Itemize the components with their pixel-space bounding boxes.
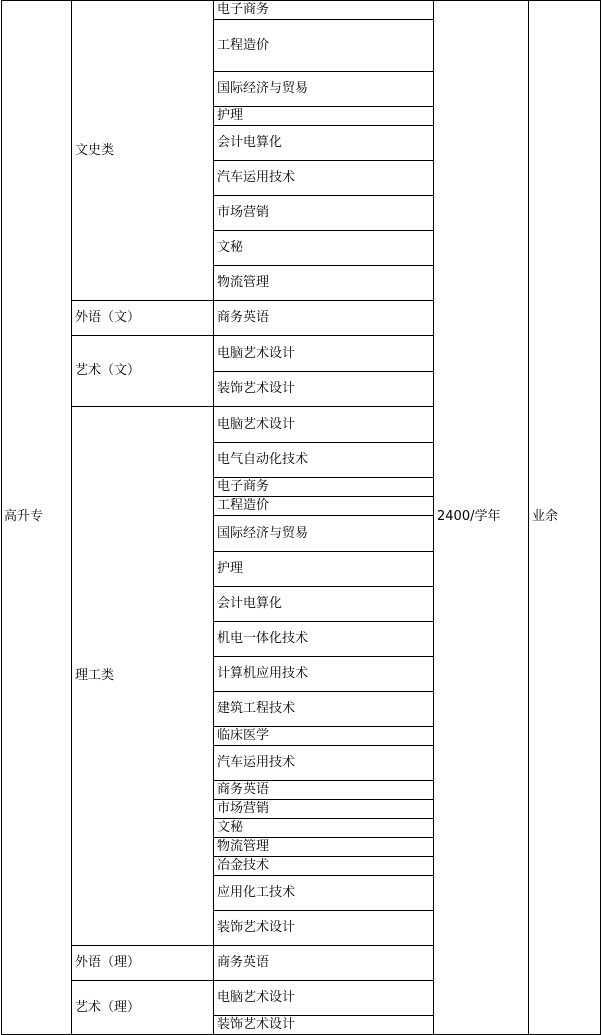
major-cell xyxy=(214,946,433,980)
major-name: 电气自动化技术 xyxy=(217,452,309,467)
major-cell xyxy=(214,497,433,515)
major-cell xyxy=(214,126,433,160)
major-cell xyxy=(214,372,433,406)
major-name: 商务英语 xyxy=(217,782,270,797)
major-cell xyxy=(214,657,433,691)
category-cell xyxy=(72,407,213,945)
major-name: 工程造价 xyxy=(217,37,270,53)
major-name: 电子商务 xyxy=(217,479,270,494)
major-cell xyxy=(214,266,433,300)
major-name: 商务英语 xyxy=(217,955,270,970)
major-name: 应用化工技术 xyxy=(217,885,296,900)
category-name: 外语（理） xyxy=(75,955,141,970)
major-cell xyxy=(214,1016,433,1034)
table-border-left xyxy=(1,0,2,1035)
category-name: 艺术（文） xyxy=(75,363,141,378)
major-cell xyxy=(214,692,433,726)
fee-cell xyxy=(434,0,529,1034)
major-cell xyxy=(214,838,433,856)
category-name: 理工类 xyxy=(75,668,115,683)
major-name: 电脑艺术设计 xyxy=(217,345,296,361)
major-name: 国际经济与贸易 xyxy=(217,81,309,96)
major-name: 工程造价 xyxy=(217,498,270,513)
level-label: 高升专 xyxy=(4,509,44,524)
major-name: 建筑工程技术 xyxy=(217,701,296,716)
category-cell xyxy=(72,981,213,1034)
major-cell xyxy=(214,161,433,195)
major-cell xyxy=(214,107,433,125)
level-cell xyxy=(1,0,71,1034)
major-name: 冶金技术 xyxy=(217,858,270,873)
major-name: 汽车运用技术 xyxy=(217,170,296,185)
major-name: 电脑艺术设计 xyxy=(217,990,296,1005)
major-name: 装饰艺术设计 xyxy=(217,1017,296,1032)
major-name: 市场营销 xyxy=(217,801,270,816)
category-cell xyxy=(72,1,213,300)
major-cell xyxy=(214,622,433,656)
major-name: 电脑艺术设计 xyxy=(217,416,296,432)
major-cell xyxy=(214,301,433,335)
major-name: 装饰艺术设计 xyxy=(217,920,296,935)
major-cell xyxy=(214,819,433,837)
category-cell xyxy=(72,946,213,980)
major-name: 护理 xyxy=(217,561,244,576)
category-name: 外语（文） xyxy=(75,310,141,325)
major-cell xyxy=(214,781,433,799)
major-name: 文秘 xyxy=(217,240,244,255)
major-name: 装饰艺术设计 xyxy=(217,381,296,396)
major-cell xyxy=(214,727,433,745)
major-cell xyxy=(214,336,433,371)
category-name: 文史类 xyxy=(75,142,115,158)
major-name: 汽车运用技术 xyxy=(217,755,296,770)
study-mode-cell xyxy=(529,0,600,1034)
major-cell xyxy=(214,800,433,818)
category-name: 艺术（理） xyxy=(75,999,141,1015)
major-cell xyxy=(214,20,433,71)
category-cell xyxy=(72,301,213,335)
major-name: 文秘 xyxy=(217,820,244,835)
major-cell xyxy=(214,196,433,230)
study-mode-label: 业余 xyxy=(532,509,559,524)
major-cell xyxy=(214,587,433,621)
major-cell xyxy=(214,746,433,780)
fee-label: 2400/学年 xyxy=(437,509,501,524)
major-cell xyxy=(214,552,433,586)
major-name: 临床医学 xyxy=(217,728,270,743)
major-cell xyxy=(214,407,433,442)
major-cell xyxy=(214,72,433,106)
major-name: 会计电算化 xyxy=(217,596,283,611)
major-name: 物流管理 xyxy=(217,275,270,290)
major-name: 会计电算化 xyxy=(217,135,283,150)
column-divider xyxy=(433,0,434,1035)
major-cell xyxy=(214,231,433,265)
major-cell xyxy=(214,981,433,1015)
category-cell xyxy=(72,336,213,406)
table-border-right xyxy=(600,0,601,1035)
major-name: 市场营销 xyxy=(217,205,270,220)
major-name: 国际经济与贸易 xyxy=(217,525,309,541)
major-cell xyxy=(214,443,433,477)
major-cell xyxy=(214,1,433,19)
major-cell xyxy=(214,478,433,496)
major-name: 物流管理 xyxy=(217,839,270,854)
major-name: 机电一体化技术 xyxy=(217,631,309,646)
major-cell xyxy=(214,857,433,875)
major-cell xyxy=(214,516,433,551)
column-divider xyxy=(528,0,529,1035)
major-name: 计算机应用技术 xyxy=(217,666,309,681)
major-name: 护理 xyxy=(217,108,244,123)
major-name: 商务英语 xyxy=(217,310,270,325)
major-cell xyxy=(214,911,433,945)
major-cell xyxy=(214,876,433,910)
major-name: 电子商务 xyxy=(217,2,270,17)
